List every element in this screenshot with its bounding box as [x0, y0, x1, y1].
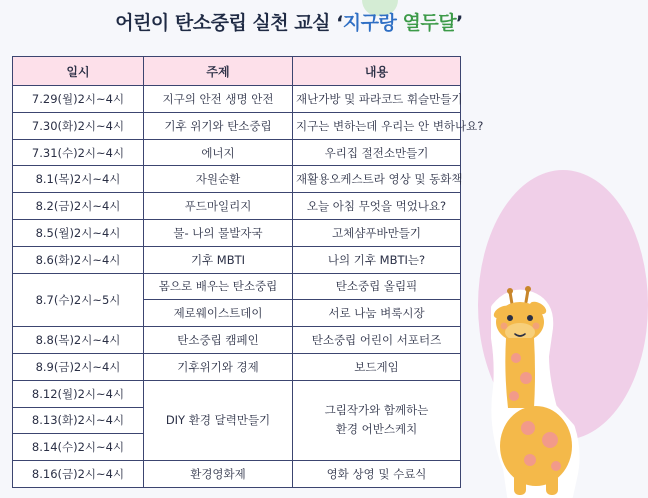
cell-content: 탄소중립 올림픽: [293, 273, 461, 300]
page-title: [0, 8, 578, 35]
table-row: [13, 273, 461, 300]
cell-content: 나의 기후 MBTI는?: [293, 246, 461, 273]
table-row: [13, 461, 461, 488]
cell-content: 탄소중립 어린이 서포터즈: [293, 327, 461, 354]
cell-content: 서로 나눔 벼룩시장: [293, 300, 461, 327]
cell-content-line: 그림작가와 함께하는: [324, 403, 429, 418]
cell-topic: 몸으로 배우는 탄소중립: [144, 273, 293, 300]
table-row: [13, 139, 461, 166]
table-row: [13, 86, 461, 113]
title-main: 어린이 탄소중립 실천 교실 ‘: [115, 12, 343, 34]
cell-topic: 자원순환: [144, 166, 293, 193]
title-highlight-months: 열두달: [402, 12, 457, 34]
cell-topic: DIY 환경 달력만들기: [144, 380, 293, 460]
table-row: [13, 112, 461, 139]
cell-topic: 물- 나의 물발자국: [144, 220, 293, 247]
cell-content: 고체샴푸바만들기: [293, 220, 461, 247]
table-row: [13, 193, 461, 220]
header-topic: 주제: [144, 57, 293, 86]
cell-date: 8.1(목)2시~4시: [13, 166, 144, 193]
cell-topic: 기후위기와 경제: [144, 353, 293, 380]
cell-topic: 탄소중립 캠페인: [144, 327, 293, 354]
cell-date: 8.14(수)2시~4시: [13, 434, 144, 461]
title-highlight-earth: 지구랑: [342, 12, 397, 34]
cell-topic: 푸드마일리지: [144, 193, 293, 220]
cell-topic: 기후 위기와 탄소중립: [144, 112, 293, 139]
cell-content: 오늘 아침 무엇을 먹었나요?: [293, 193, 461, 220]
header-content: 내용: [293, 57, 461, 86]
cell-content: 지구는 변하는데 우리는 안 변하나요?: [293, 112, 461, 139]
table-row: [13, 327, 461, 354]
cell-date: 8.8(목)2시~4시: [13, 327, 144, 354]
cell-content: 우리집 절전소만들기: [293, 139, 461, 166]
cell-date: 8.2(금)2시~4시: [13, 193, 144, 220]
cell-topic: 지구의 안전 생명 안전: [144, 86, 293, 113]
cell-topic: 기후 MBTI: [144, 246, 293, 273]
cell-topic: 제로웨이스트데이: [144, 300, 293, 327]
cell-content: 재활용오케스트라 영상 및 동화책: [293, 166, 461, 193]
cell-content: 영화 상영 및 수료식: [293, 461, 461, 488]
table-row: [13, 220, 461, 247]
cell-date: 8.6(화)2시~4시: [13, 246, 144, 273]
cell-date: 7.31(수)2시~4시: [13, 139, 144, 166]
cell-date: 8.9(금)2시~4시: [13, 353, 144, 380]
cell-content: 재난가방 및 파라코드 휘슬만들기: [293, 86, 461, 113]
table-row: [13, 166, 461, 193]
table-row: [13, 380, 461, 407]
cell-date: 8.13(화)2시~4시: [13, 407, 144, 434]
cell-content: [293, 380, 461, 460]
header-date: 일시: [13, 57, 144, 86]
cell-topic: 에너지: [144, 139, 293, 166]
cell-date: 7.30(화)2시~4시: [13, 112, 144, 139]
schedule-table: [12, 56, 484, 488]
table-row: [13, 246, 461, 273]
cell-topic: 환경영화제: [144, 461, 293, 488]
cell-content-line: 환경 어반스케치: [335, 422, 418, 437]
cell-date: 8.5(월)2시~4시: [13, 220, 144, 247]
table-row: [13, 353, 461, 380]
table-header-row: [13, 57, 461, 86]
cell-date: 8.16(금)2시~4시: [13, 461, 144, 488]
cell-date: 8.12(월)2시~4시: [13, 380, 144, 407]
cell-date: 8.7(수)2시~5시: [13, 273, 144, 327]
title-close-quote: ’: [456, 12, 463, 34]
giraffe-illustration: [452, 278, 578, 498]
cell-date: 7.29(월)2시~4시: [13, 86, 144, 113]
cell-content: 보드게임: [293, 353, 461, 380]
